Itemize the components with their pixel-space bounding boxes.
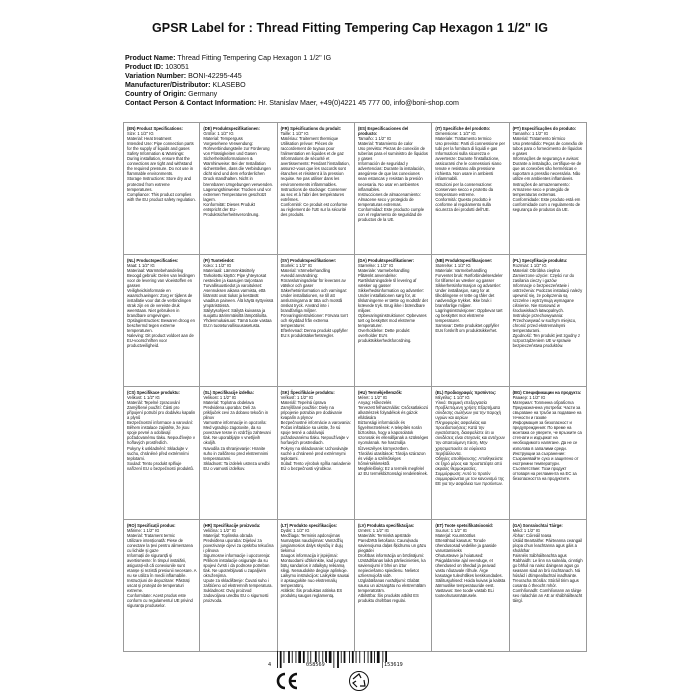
spec-cell: [200, 387, 277, 520]
spec-cell-heading: (LV) Produkta specifikācijas:: [358, 522, 415, 528]
barcode-right-digits: 153619: [384, 662, 403, 668]
barcode-bar: [329, 651, 332, 663]
spec-cell: [510, 520, 587, 653]
spec-cell: [200, 520, 277, 653]
spec-cell-heading: (FR) Spécifications du produit:: [280, 126, 342, 131]
spec-cell-body: Veličina: 1 1/2" IG Materijal: Toplinska obrada Predviđena uporaba: Dijelovi za povezivanje cijevi za opskrbu tekućina i plinova Sigurnosne informacije i upozorenja: Prilikom instalacije osigurajte da su spojevi čvrsti i da podnose potreban tlak. Ne upotrebljavati u zapaljivim okruženjima. Upute za skladištenje: Čuvati suho i zaštićeno od ekstremnih temperatura. Sukladnost: Ovaj proizvod zadovoljava uredbu EU o sigurnosti proizvoda.: [203, 527, 274, 604]
barcode-bar: [298, 651, 301, 663]
spec-cell: [432, 387, 509, 520]
spec-cell-heading: (RO) Specificații produs:: [127, 522, 176, 528]
spec-cell-body: Rozmiar: 1 1/2" IG Materiał: Obróbka cieplna Zamierzone użycie: Części rur do zasilania cieczy i gazów Informacje o bezpieczeństwie i ostrzeżenia: Podczas instalacji należy upewnić się, że połączenia są szczelne i wytrzymują wymagane ciśnienie. Nie stosować w środowiskach łatwopalnych. Instrukcje przechowywania: Przechowywać w suchym miejscu, chronić przed ekstremalnymi temperaturami. Zgodność: Ten produkt jest zgodny z rozporządzeniem UE w sprawie bezpieczeństwa produktów.: [512, 262, 583, 349]
spec-cell-body: Storlek: 1 1/2" IG Material: Värmebehandling Avsedd användning: Röranslutningsdelar för leverans av vätskor och gaser Säkerhetsinformation och varningar: Under installationen, se till att anslutningarna är täta och motstå önskat tryck. Använd inte i brandfarliga miljöer. Förvaringsinstruktioner: Förvara torrt och skyddad från extrema temperaturer. Efterlevnad: Denna produkt uppfyller EU:s produktsäkerhetsregler.: [280, 262, 348, 339]
spec-cell-body: Μέγεθος: 1 1/2" IG Υλικό: Θερμική επεξεργασία Προβλεπόμενη χρήση: Εξαρτήματα σύνδεσης σωλήνων για την παροχή υγρών και αερίων Πληροφορίες ασφαλείας και προειδοποιήσεις: Κατά την εγκατάσταση, διασφαλίστε ότι οι συνδέσεις είναι στεγανές και αντέχουν την απαιτούμενη πίεση. Μην χρησιμοποιείτε σε εύφλεκτα περιβάλλοντα. Οδηγίες αποθήκευσης: Αποθηκεύστε σε ξηρό μέρος και προστατέψτε από ακραίες θερμοκρασίες. Συμμόρφωση: Αυτό το προϊόν συμμορφώνεται με τον κανονισμό της ΕΕ για την ασφάλεια των προϊόντων.: [435, 395, 505, 486]
spec-cell: [510, 255, 587, 388]
barcode-bar: [349, 651, 350, 663]
info-product-name: Product Name: Thread Fitting Tempering Cap Hexagon 1 1/2" IG: [125, 54, 332, 62]
recycling-symbol-icon: [348, 670, 370, 697]
info-variation-number: Variation Number: BONI-42295-445: [125, 72, 242, 81]
spec-cell-body: Størrelse: 1 1/2" IG Materiale: Varmebehandling Påtænkt anvendelse: Rørtilslutningsdele til levering af væsker og gasser Sikkerhedsinformation og advarsler: Under installationen sørg for, at tilslutningerne er tætte og modstår det krævede tryk. Brug ikke i brændbare miljøer. Opbevaringsinstruktioner: Opbevares tørt og beskyttet mod ekstreme temperaturer. Overholdelse: Dette produkt overholder EU's produktsikkerhedsforordning.: [358, 262, 428, 344]
spec-cell: [355, 387, 432, 520]
spec-cell-body: Suurus: 1 1/2" IG Materjal: Kuumtöötlus Ettenähtud kasutus: Torude ühendusosad vedelike ja gaaside varustamiseks Ohutusteave ja hoiatused: Paigaldamise ajal veenduge, et ühendused on tihedad ja peavad vastu nõutavale rõhule. Ärge kasutage tuleohtlikes keskkondades. Säilitusjuhised: Hoida kuivas ja kaitsta äärmuslike temperatuuride eest. Vastavus: See toode vastab ELi tooteohutusmäärusele.: [435, 527, 506, 599]
spec-cell-heading: (BG) Спецификации на продукта:: [512, 390, 582, 395]
spec-cell-body: Velikost: 1 1/2" IG Materiál: Tepelné zpracování Zamýšlené použití: Části pro připojení potrubí pro dodávku kapalin a plynů Bezpečnostní informace a varování: Během instalace zajistěte, že jsou spoje pevné a odolávají požadovanému tlaku. Nepoužívejte v hořlavých prostředích. Pokyny k uskladnění: Skladujte v suchu, chráněné před extrémními teplotami. Soulad: Tento produkt splňuje nařízení EU o bezpečnosti produktů.: [127, 395, 196, 471]
barcode-bar: [296, 651, 297, 663]
spec-cell-heading: (ET) Toote spetsifikatsioonid:: [435, 522, 494, 528]
spec-cell: [355, 122, 432, 255]
info-country-of-origin: Country of Origin: Germany: [125, 90, 218, 99]
spec-cell: [510, 122, 587, 255]
spec-cell-body: Taille: 1 1/2" IG Matériau: Traitement thermique Utilisation prévue: Pièces de raccordement de tuyaux pour l'alimentation en liquides et de gaz Informations de sécurité et avertissements: Pendant l'installation, assurez-vous que les raccords sont étanches et résistent à la pression requise. Ne pas utiliser dans les environnements inflammables. Instructions de stockage: Conserver au sec et à l'abri des températures extrêmes. Conformité: Ce produit est conforme au règlement de l'UE sur la sécurité des produits.: [280, 131, 350, 217]
barcode-bar: [370, 651, 372, 663]
spec-cell-heading: (PT) Especificações do produto:: [512, 126, 577, 131]
barcode-bar: [356, 651, 357, 663]
info-manufacturer: Manufacturer/Distributor: KLASEBO: [125, 81, 246, 90]
spec-cell-heading: (HU) Termékjellemzők:: [358, 390, 403, 395]
barcode-left-digits: 058569: [306, 662, 325, 668]
spec-cell: [510, 387, 587, 520]
spec-cell: [432, 122, 509, 255]
spec-cell-heading: (EN) Product Specifications:: [127, 126, 183, 131]
ce-mark-icon: [275, 672, 299, 695]
barcode-bar: [359, 651, 360, 663]
spec-cell-body: Méid: 1 1/2" IG Ábhar: Cóireáil teasa Úsáid Beartaithe: Páirteanna ceangail píopa chun leachtanna agus gáis a sholáthar Faisnéis Sábháilteachta agus Rabhaidh: Le linn na suiteála, cinntigh go bhfuil na naisc daingean agus go seasann siad an brú riachtanach. Ná húsáid i dtimpeallachtaí inadhainte. Treoracha Stórála: Stóráil tirim agus cosanta ó theocht mhór. Comhlíonadh: Comhlíonann an táirge seo rialachán an AE ar shábháilteacht táirgí.: [512, 527, 583, 604]
spec-cell-body: Size: 1 1/2" IG Material: Heat treatment Intended Use: Pipe connection parts for the supply of liquids and gases Safety Information & Warnings: During installation, ensure that the connections are tight and withstand the required pressure. Do not use in flammable environments. Storage Instructions: Store dry and protected from extreme temperatures. Compliance: This product complies with the EU product safety regulation.: [127, 131, 196, 202]
spec-cell: [355, 520, 432, 653]
spec-cell: [432, 520, 509, 653]
spec-cell-heading: (SK) Špecifikácie produktu:: [280, 390, 335, 395]
spec-cell: [123, 255, 200, 388]
spec-cell-body: Размер: 1 1/2" IG Материал: Топлинна обработка Предназначена употреба: Части за свързване на тръби за подаване на течности и газове Информация за безопасност и предупреждения: По време на монтажа се уверете, че връзките са стегнати и издържат на необходимото налягане. Да не се използва в запалими среди. Инструкции за съхранение: Съхранявайте сухо и защитено от екстремни температури. Съответствие: Този продукт отговаря на регламента на ЕС за безопасността на продуктите.: [512, 395, 582, 481]
spec-cell-heading: (DE) Produktspezifikationen:: [203, 126, 260, 131]
spec-cell-heading: (GA) Sonraíochtaí Táirge:: [512, 522, 563, 528]
barcode-bar: [344, 651, 346, 663]
spec-cell-heading: (EL) Προδιαγραφές προϊόντος:: [435, 390, 497, 395]
spec-cell-body: Størrelse: 1 1/2" IG Materiale: Varmebehandling Forventet bruk: Rørforbindelsesdeler for tilførsel av væsker og gasser Sikkerhetsinformasjon og advarsler: Under installasjon, sørg for at tilkoblingene er tette og tåler det nødvendige trykket. Ikke bruk i brannfarlige miljøer. Lagringsinstruksjoner: Oppbevar tørt og beskyttet mot ekstreme temperaturer. Samsvar: Dette produktet oppfyller EUs forskrift om produktsikkerhet.: [435, 262, 503, 334]
spec-cell: [432, 255, 509, 388]
spec-cell-body: Koko: 1 1/2" IG Materiaali: Lämmönkäsittely Tarkoitettu käyttö: Pipe yhteysosat nesteiden ja kaasujen tarjontaan Turvallisuustiedot ja varoitukset: Asennuksen aikana varmista, että liitännät ovat tiukat ja kestävät vaaditun paineen. Älä käytä syttyvissä ympäristöissä. Säilytysohjeet: Säilytä kuivassa ja suojattu äärimmäisiltä lämpötiloilta. Yhdenmukaisuus: Tämä tuote vastaa EU:n tuoteturvallisuusasetusta.: [203, 262, 274, 329]
barcode-bar: [368, 651, 369, 663]
spec-cell-heading: (PL) Specyfikacje produktu:: [512, 257, 568, 263]
barcode-left-digit: 4: [268, 662, 272, 668]
spec-cell-body: Dimensione: 1 1/2" IG Materiale: Trattamento termico Uso previsto: Parti di connessione per tubi per la fornitura di liquidi e gas Informazioni sulla sicurezza e avvertenze: Durante l'installazione, assicurarsi che le connessioni siano tenute e resistano alla pressione richiesta. Non usare in ambienti infiammabili. Istruzioni per la conservazione: Conservare secco e protetto da temperature estreme. Conformità: Questo prodotto è conforme al regolamento sulla sicurezza dei prodotti dell'UE.: [435, 131, 506, 212]
spec-cell-heading: (LT) Produkto specifikacijos:: [280, 522, 338, 528]
spec-cell-heading: (ES) Especificaciones del producto:: [358, 126, 409, 137]
spec-cell: [123, 520, 200, 653]
spec-cell: [278, 255, 355, 388]
spec-cell-heading: (SV) Produktspecifikationer:: [280, 257, 337, 263]
spec-cell-body: Izmērs: 1 1/2" IG Materiāls: Termiskā apstrāde Paredzētā lietošana: Cauruļvadu savienojuma daļas šķidrumu un gāzu piegādei Drošības informācija un brīdinājumi: Uzstādīšanas laikā pārliecinieties, ka savienojumi ir blīvi un iztur nepieciešamo spiedienu. Nelietot uzliesmojošā vidē. Uzglabāšanas norādījumi: Glabāt sausu un aizsargātu no ekstremālām temperatūrām. Atbilstība: Šis produkts atbilst ES produktu drošības regulai.: [358, 527, 427, 604]
spec-cell-body: Größe: 1 1/2" IG Material: Temperguss Vorgesehene Verwendung: Rohrverbindungsteile zur Förderung von Flüssigkeiten und Gasen Sicherheitsinformationen & Warnhinweise: Bei der Installation sicherstellen, dass die Verbindungen dicht sind und dem erforderlichen Druck standhalten. Nicht in brennbaren Umgebungen verwenden. Lagerungshinweise: Trocken und vor extremen Temperaturen geschützt lagern. Konformität: Dieses Produkt entspricht der EU-Produktsicherheitsverordnung.: [203, 131, 274, 217]
spec-cell-heading: (HR) Specifikacije proizvoda:: [203, 522, 261, 528]
spec-cell: [278, 122, 355, 255]
spec-cell: [200, 122, 277, 255]
spec-cell-body: Tamanho: 1 1/2" IG Material: Tratamento térmico Uso pretendido: Peças de conexão de tubos para o fornecimento de líquidos e gases Informações de segurança e avisos: Durante a instalação, certifique-se de que as conexões são herméticas e suportam a pressão necessária. Não utilize em ambientes inflamáveis. Instruções de armazenamento: Armazene seco e protegido de temperaturas extremas. Conformidade: Este produto está em conformidade com o regulamento de segurança de produtos da UE.: [512, 131, 583, 212]
spec-cell-body: Velikost: 1 1/2" IG Material: Toplotna obdelava Predvidena uporaba: Deli za priključek cevi za dobavo tekočin in plinov Varnostne informacije in opozorila: Med vgradnjo zagotovite, da so povezave tesne in vzdržijo zahtevani tlak. Ne uporabljajte v vnetljivih okoljih. Navodila za shranjevanje: Hranite suho in zaščiteno pred ekstremnimi temperaturami. Skladnost: Ta izdelek ustreza uredbi EU o varnosti izdelkov.: [203, 395, 271, 471]
info-contact: Contact Person & Contact Information: Hr. Stanislav Maer, +49(0)4221 45 777 00, info@boni-shop.com: [125, 99, 459, 108]
barcode-bar: [364, 651, 365, 663]
language-spec-grid: [123, 122, 587, 652]
spec-cell-heading: (IT) Specifiche del prodotto:: [435, 126, 491, 131]
info-product-id: Product ID: 103051: [125, 63, 189, 72]
barcode-bar: [377, 651, 380, 663]
spec-cell-heading: (CS) Specifikace produktu:: [127, 390, 180, 395]
spec-cell: [123, 122, 200, 255]
barcode-bar: [284, 651, 285, 663]
barcode: [268, 651, 425, 669]
spec-cell-body: Mărime: 1 1/2" IG Material: Tratament termic Utilizare intenționată: Piese de conectare la țevi pentru alimentarea cu lichide și gaze Informații de siguranță și avertismente: În timpul instalării, asigurați-vă că conexiunile sunt etanșe și rezistă presiunii necesare. A nu se utiliza în medii inflamabile. Instrucțiuni de depozitare: Păstrați uscat și protejat de temperaturi extreme. Conformitate: Acest produs este conform cu regulamentul UE privind siguranța produselor.: [127, 527, 197, 609]
barcode-bar: [288, 651, 290, 663]
spec-cell: [123, 387, 200, 520]
barcode-bar: [277, 651, 278, 668]
spec-cell: [278, 387, 355, 520]
spec-cell-heading: (DA) Produktspecifikationer:: [358, 257, 415, 263]
barcode-bar: [280, 651, 282, 668]
barcode-bar: [337, 651, 339, 668]
product-info-block: [125, 54, 685, 109]
barcode-bar: [374, 651, 375, 663]
spec-cell-body: Veľkosť: 1 1/2" IG Materiál: Tepelná úprava Zamýšľané použitie: Diely na pripojenie potrubia pre dodávanie kvapalín a plynov Bezpečnostné informácie a varovania: Počas inštalácie sa uistite, že sú spoje tesné a odolávajú požadovanému tlaku. Nepoužívajte v horľavých prostrediach. Pokyny na skladovanie: Uchovávajte suché a chránené pred extrémnymi teplotami. Súlad: Tento výrobok spĺňa nariadenie EÚ o bezpečnosti výrobkov.: [280, 395, 351, 471]
barcode-bar: [352, 651, 354, 663]
barcode-bar: [292, 651, 293, 663]
spec-cell: [355, 255, 432, 388]
spec-cell-heading: (SL) Specifikacije izdelka:: [203, 390, 254, 395]
spec-cell-body: Dydis: 1 1/2" IG Medžiaga: Terminis apdorojimas Numatytas naudojimas: Vamzdžių jungiamosios dalys skysčių ir dujų tiekimui Saugos informacija ir įspėjimai: Montuodami užtikrinkite, kad jungtys būtų sandarios ir atlaikytų reikiamą slėgį. Nenaudokite degioje aplinkoje. Laikymo instrukcijos: Laikykite sausai ir apsaugokite nuo ekstremalių temperatūrų. Atitiktis: Šis produktas atitinka ES produktų saugos reglamentą.: [280, 527, 350, 599]
barcode-bar: [333, 651, 334, 668]
spec-cell: [278, 520, 355, 653]
spec-cell-heading: (NB) Produktspesifikasjoner:: [435, 257, 493, 263]
spec-cell-body: Maat: 1 1/2" IG Materiaal: Warmtebehandeling Beoogd gebruik: Delen van leidingen voor de levering van vloeistoffen en gassen Veiligheidsinformatie en waarschuwingen: Zorg er tijdens de installatie voor dat de verbindingen strak zijn en de vereiste druk weerstaan. Niet gebruiken in brandbare omgevingen. Opslaginstructies: Bewaren droog en beschermd tegen extreme temperaturen. Naleving: Dit product voldoet aan de EU-voorschriften voor productveiligheid.: [127, 262, 195, 349]
spec-cell-body: Méret: 1 1/2" IG Anyag: Hőkezelés Tervezett felhasználás: Csőcsatlakozó alkatrészek folyadékok és gázok ellátására Biztonsági információk és figyelmeztetések: A telepítés során biztosítsa, hogy a kapcsolatok szorosak és ellenálljanak a szükséges nyomásnak. Ne használja tűzveszélyes környezetben. Tárolási utasítások: Tárolja szárazon és védje a szélsőséges hőmérsékletektől. Megfelelőség: Ez a termék megfelel az EU termékbiztonsági rendeletének.: [358, 395, 429, 476]
spec-cell-body: Tamaño: 1 1/2" IG Material: Tratamiento de calor Uso previsto: Piezas de conexión de tuberías para el suministro de líquidos y gases Información de seguridad y advertencias: Durante la instalación, asegúrese de que las conexiones sean estancas y resistan la presión necesaria. No usar en ambientes inflamables. Instrucciones de almacenamiento: Almacene seco y protegido de temperaturas extremas. Conformidad: Este producto cumple con el reglamento de seguridad de productos de la UE.: [358, 136, 428, 222]
spec-cell: [200, 255, 277, 388]
spec-cell-heading: (NL) Productspecificaties:: [127, 257, 179, 263]
label-title: GPSR Label for : Thread Fitting Tempering Cap Hexagon 1 1/2" IG: [151, 21, 549, 35]
barcode-bar: [341, 651, 342, 663]
spec-cell-heading: (FI) Tuotetiedot:: [203, 257, 235, 263]
